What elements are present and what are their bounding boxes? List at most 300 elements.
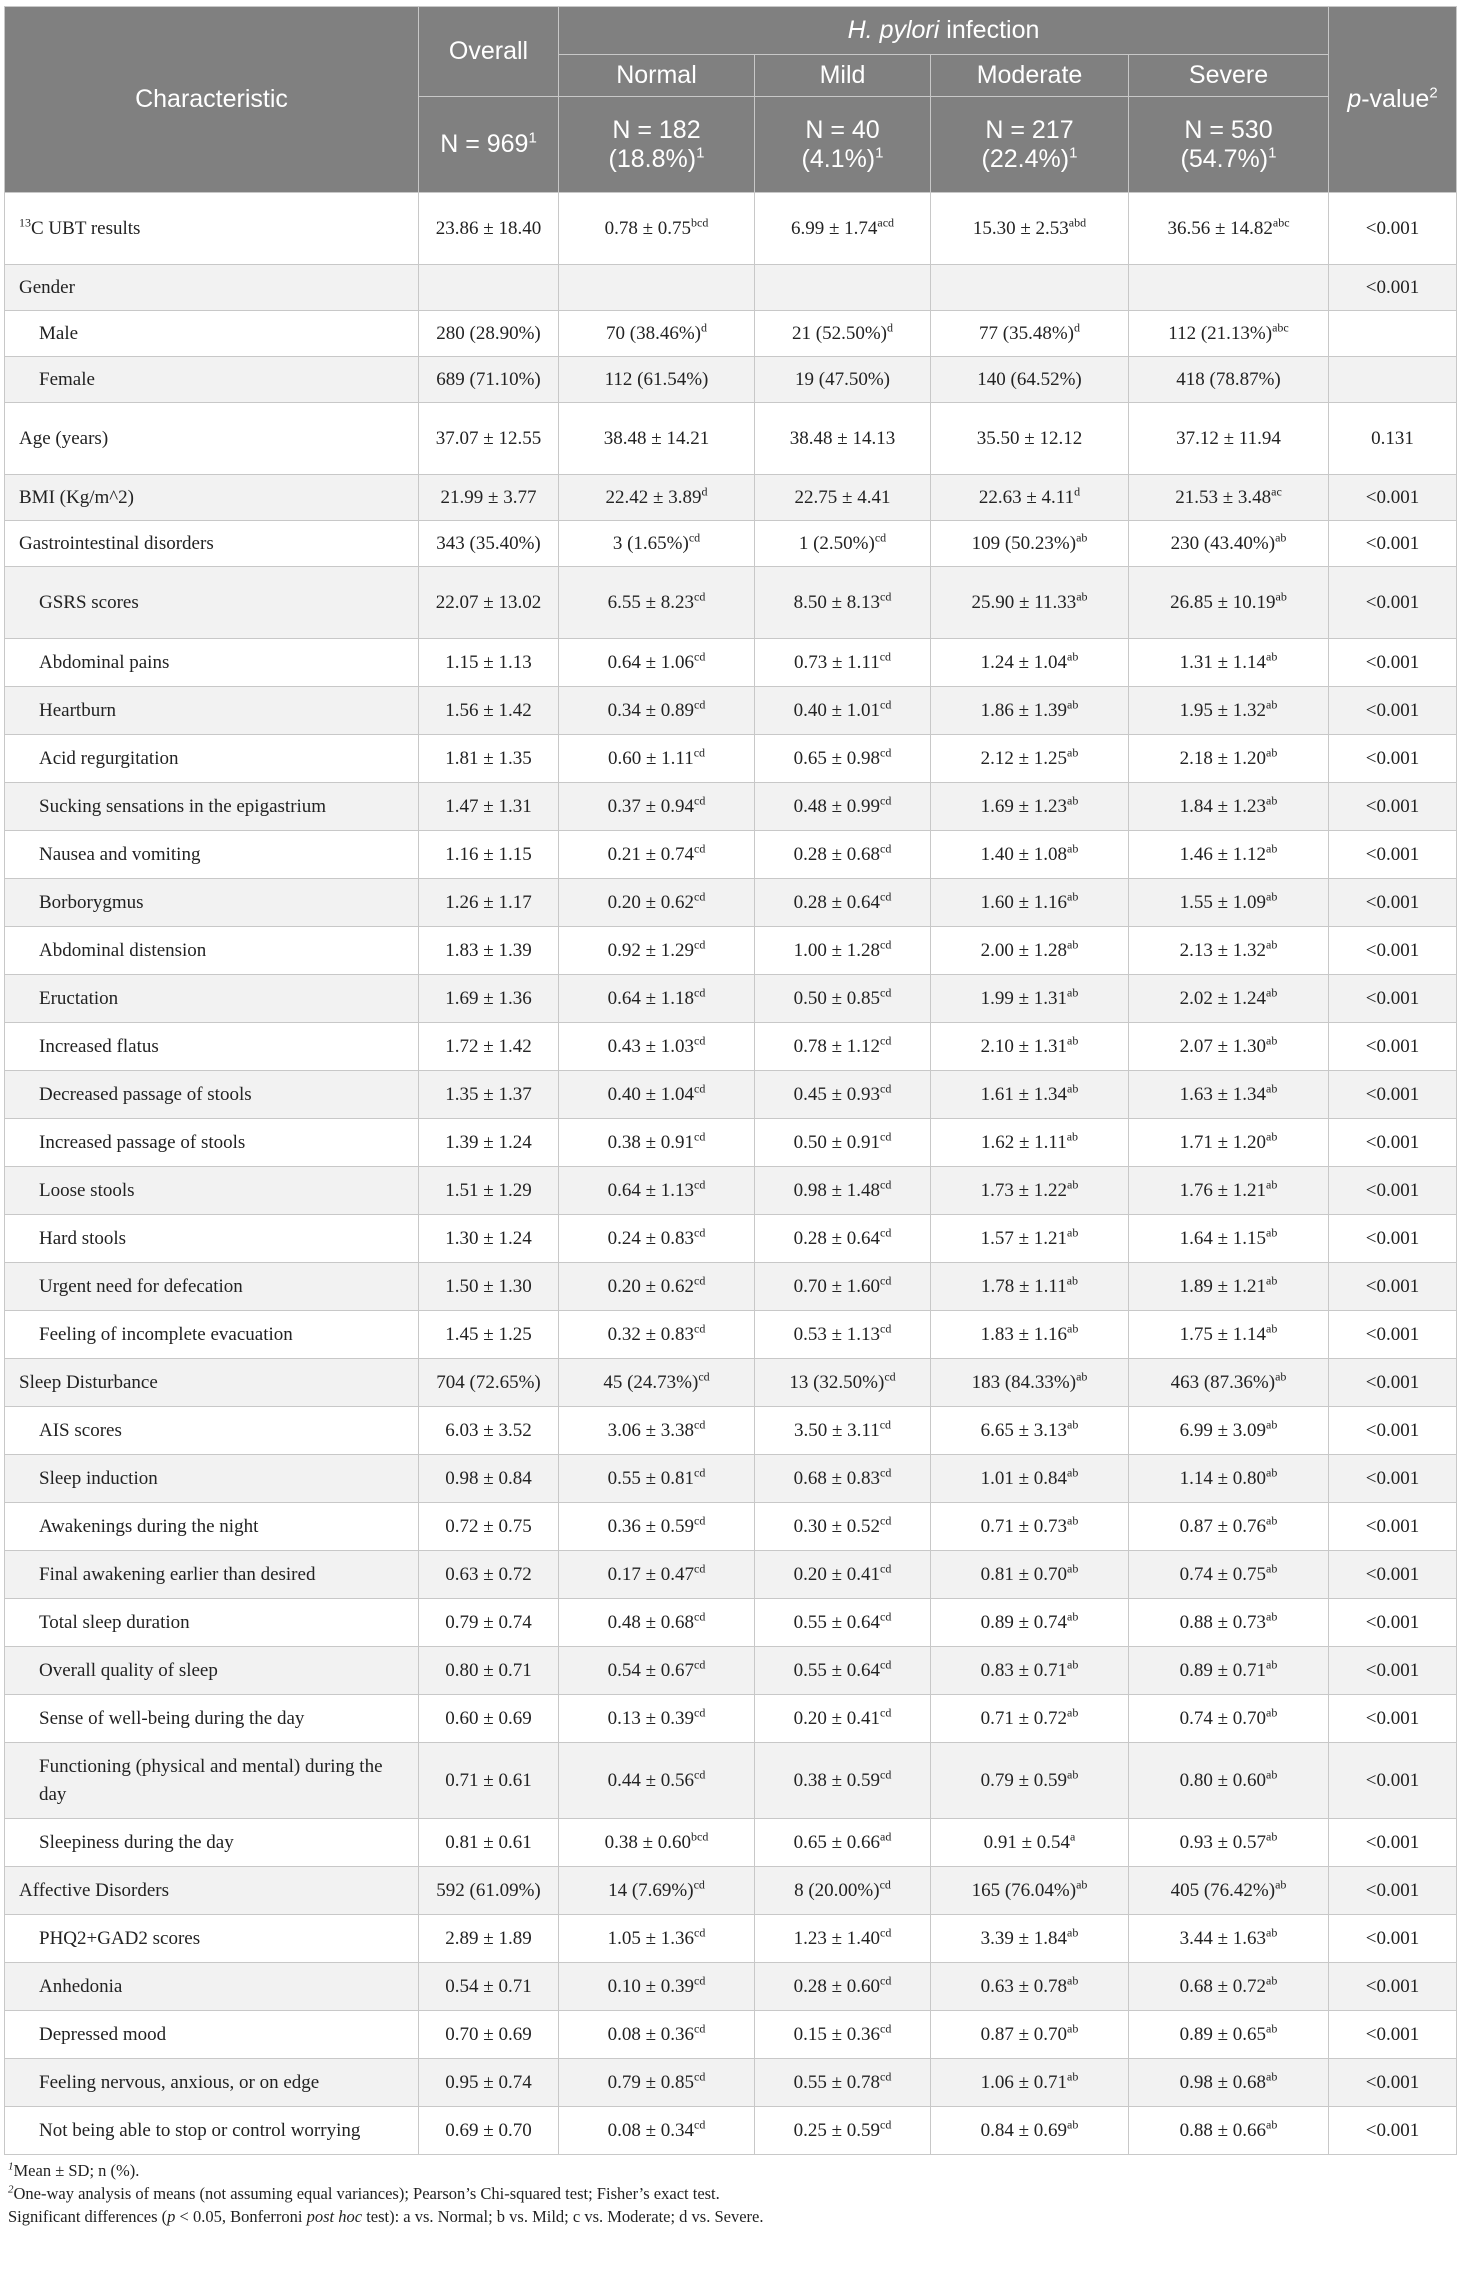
table-cell bbox=[755, 265, 931, 311]
results-table bbox=[4, 6, 1457, 2155]
table-cell: 15.30 ± 2.53$^{abd}$ bbox=[931, 193, 1129, 265]
row-label: Increased flatus bbox=[5, 1023, 419, 1071]
table-cell: 1.24 ± 1.04$^{ab}$ bbox=[931, 639, 1129, 687]
table-cell: 0.10 ± 0.39$^{cd}$ bbox=[559, 1963, 755, 2011]
table-row bbox=[5, 2011, 1457, 2059]
table-cell: 77 $(35.48\%)^d$ bbox=[931, 311, 1129, 357]
table-cell: 0.54 ± 0.71 bbox=[419, 1963, 559, 2011]
characteristic-header: Characteristic bbox=[5, 7, 419, 193]
p-value-cell: <0.001 bbox=[1329, 1867, 1457, 1915]
table-cell: 1.83 ± 1.16$^{ab}$ bbox=[931, 1311, 1129, 1359]
table-cell: 0.89 ± 0.71$^{ab}$ bbox=[1129, 1647, 1329, 1695]
table-row bbox=[5, 1647, 1457, 1695]
row-label: Abdominal distension bbox=[5, 927, 419, 975]
table-cell: 0.87 ± 0.76$^{ab}$ bbox=[1129, 1503, 1329, 1551]
table-cell: 1.50 ± 1.30 bbox=[419, 1263, 559, 1311]
row-label: Sleep Disturbance bbox=[5, 1359, 419, 1407]
table-cell: 1.81 ± 1.35 bbox=[419, 735, 559, 783]
table-cell: 1.51 ± 1.29 bbox=[419, 1167, 559, 1215]
table-cell: 3.06 ± 3.38$^{cd}$ bbox=[559, 1407, 755, 1455]
table-cell: 0.79 ± 0.74 bbox=[419, 1599, 559, 1647]
row-label: Nausea and vomiting bbox=[5, 831, 419, 879]
table-cell: 0.70 ± 0.69 bbox=[419, 2011, 559, 2059]
row-label: PHQ2+GAD2 scores bbox=[5, 1915, 419, 1963]
p-value-cell: <0.001 bbox=[1329, 783, 1457, 831]
table-cell: 6.03 ± 3.52 bbox=[419, 1407, 559, 1455]
table-cell: 6.99 ± 3.09$^{ab}$ bbox=[1129, 1407, 1329, 1455]
table-cell: 1.78 ± 1.11$^{ab}$ bbox=[931, 1263, 1129, 1311]
row-label: Total sleep duration bbox=[5, 1599, 419, 1647]
table-cell: 1.69 ± 1.23$^{ab}$ bbox=[931, 783, 1129, 831]
row-label: Male bbox=[5, 311, 419, 357]
group-n-normal: N = 182 $(18.8\%)^1$ bbox=[559, 97, 755, 193]
table-cell: 0.55 ± 0.64$^{cd}$ bbox=[755, 1599, 931, 1647]
table-row bbox=[5, 831, 1457, 879]
table-cell: 1.64 ± 1.15$^{ab}$ bbox=[1129, 1215, 1329, 1263]
table-cell: 0.78 ± 1.12$^{cd}$ bbox=[755, 1023, 931, 1071]
row-label: BMI (Kg/m^2) bbox=[5, 475, 419, 521]
table-row bbox=[5, 975, 1457, 1023]
table-cell: 0.55 ± 0.78$^{cd}$ bbox=[755, 2059, 931, 2107]
pvalue-header: p-value$^2$ bbox=[1329, 7, 1457, 193]
p-value-cell: <0.001 bbox=[1329, 2107, 1457, 2155]
table-row bbox=[5, 735, 1457, 783]
table-cell: 109 $(50.23\%)^{ab}$ bbox=[931, 521, 1129, 567]
row-label: Increased passage of stools bbox=[5, 1119, 419, 1167]
p-value-cell: <0.001 bbox=[1329, 1167, 1457, 1215]
row-label: Not being able to stop or control worrying bbox=[5, 2107, 419, 2155]
table-cell: 0.38 ± 0.60$^{bcd}$ bbox=[559, 1819, 755, 1867]
table-cell: 0.28 ± 0.64$^{cd}$ bbox=[755, 879, 931, 927]
table-cell: 0.50 ± 0.91$^{cd}$ bbox=[755, 1119, 931, 1167]
table-cell: 165 $(76.04\%)^{ab}$ bbox=[931, 1867, 1129, 1915]
table-cell: 704 (72.65%) bbox=[419, 1359, 559, 1407]
table-cell: 0.25 ± 0.59$^{cd}$ bbox=[755, 2107, 931, 2155]
table-cell: 0.87 ± 0.70$^{ab}$ bbox=[931, 2011, 1129, 2059]
table-cell: 0.63 ± 0.78$^{ab}$ bbox=[931, 1963, 1129, 2011]
table-cell: 0.91 ± 0.54$^a$ bbox=[931, 1819, 1129, 1867]
table-body bbox=[5, 193, 1457, 2155]
p-value-cell: <0.001 bbox=[1329, 1963, 1457, 2011]
table-row bbox=[5, 475, 1457, 521]
row-label: Sucking sensations in the epigastrium bbox=[5, 783, 419, 831]
p-value-cell: <0.001 bbox=[1329, 1915, 1457, 1963]
table-cell: 0.80 ± 0.60$^{ab}$ bbox=[1129, 1743, 1329, 1819]
table-cell: 0.88 ± 0.66$^{ab}$ bbox=[1129, 2107, 1329, 2155]
row-label: Loose stools bbox=[5, 1167, 419, 1215]
table-cell: 0.71 ± 0.73$^{ab}$ bbox=[931, 1503, 1129, 1551]
row-label: Overall quality of sleep bbox=[5, 1647, 419, 1695]
p-value-cell: <0.001 bbox=[1329, 521, 1457, 567]
table-cell: 0.70 ± 1.60$^{cd}$ bbox=[755, 1263, 931, 1311]
table-cell: 2.10 ± 1.31$^{ab}$ bbox=[931, 1023, 1129, 1071]
table-cell: 0.89 ± 0.74$^{ab}$ bbox=[931, 1599, 1129, 1647]
table-cell: 1.61 ± 1.34$^{ab}$ bbox=[931, 1071, 1129, 1119]
table-row bbox=[5, 2059, 1457, 2107]
table-cell: 1.55 ± 1.09$^{ab}$ bbox=[1129, 879, 1329, 927]
table-cell: 1.95 ± 1.32$^{ab}$ bbox=[1129, 687, 1329, 735]
row-label: Sense of well-being during the day bbox=[5, 1695, 419, 1743]
table-cell: 45 $(24.73\%)^{cd}$ bbox=[559, 1359, 755, 1407]
table-cell: 0.54 ± 0.67$^{cd}$ bbox=[559, 1647, 755, 1695]
table-row bbox=[5, 1215, 1457, 1263]
p-value-cell: <0.001 bbox=[1329, 1599, 1457, 1647]
group-header-moderate: Moderate bbox=[931, 55, 1129, 97]
p-value-cell: 0.131 bbox=[1329, 403, 1457, 475]
table-cell: 38.48 ± 14.13 bbox=[755, 403, 931, 475]
row-label: Affective Disorders bbox=[5, 1867, 419, 1915]
p-value-cell bbox=[1329, 357, 1457, 403]
p-value-cell: <0.001 bbox=[1329, 475, 1457, 521]
table-row bbox=[5, 687, 1457, 735]
table-cell: 1.16 ± 1.15 bbox=[419, 831, 559, 879]
table-cell: 1.06 ± 0.71$^{ab}$ bbox=[931, 2059, 1129, 2107]
p-value-cell: <0.001 bbox=[1329, 927, 1457, 975]
table-cell: 0.92 ± 1.29$^{cd}$ bbox=[559, 927, 755, 975]
table-cell: 0.98 ± 1.48$^{cd}$ bbox=[755, 1167, 931, 1215]
table-cell: 0.48 ± 0.99$^{cd}$ bbox=[755, 783, 931, 831]
table-row bbox=[5, 1167, 1457, 1215]
table-cell: 21.53 ± 3.48$^{ac}$ bbox=[1129, 475, 1329, 521]
table-row bbox=[5, 1407, 1457, 1455]
table-cell: 1.39 ± 1.24 bbox=[419, 1119, 559, 1167]
table-cell: 0.48 ± 0.68$^{cd}$ bbox=[559, 1599, 755, 1647]
table-cell: 1.57 ± 1.21$^{ab}$ bbox=[931, 1215, 1129, 1263]
table-row bbox=[5, 357, 1457, 403]
table-cell: 19 (47.50%) bbox=[755, 357, 931, 403]
table-cell: 343 (35.40%) bbox=[419, 521, 559, 567]
table-cell: 3.39 ± 1.84$^{ab}$ bbox=[931, 1915, 1129, 1963]
table-cell: 0.44 ± 0.56$^{cd}$ bbox=[559, 1743, 755, 1819]
table-cell bbox=[419, 265, 559, 311]
table-cell: 0.65 ± 0.66$^{ad}$ bbox=[755, 1819, 931, 1867]
table-cell: 0.74 ± 0.70$^{ab}$ bbox=[1129, 1695, 1329, 1743]
group-n-mild: N = 40 $(4.1\%)^1$ bbox=[755, 97, 931, 193]
table-cell: 2.18 ± 1.20$^{ab}$ bbox=[1129, 735, 1329, 783]
p-value-cell: <0.001 bbox=[1329, 193, 1457, 265]
table-cell: 0.64 ± 1.06$^{cd}$ bbox=[559, 639, 755, 687]
table-cell: 38.48 ± 14.21 bbox=[559, 403, 755, 475]
table-cell: 70 $(38.46\%)^d$ bbox=[559, 311, 755, 357]
table-row bbox=[5, 1551, 1457, 1599]
table-cell: 6.55 ± 8.23$^{cd}$ bbox=[559, 567, 755, 639]
table-row bbox=[5, 1263, 1457, 1311]
p-value-cell: <0.001 bbox=[1329, 1119, 1457, 1167]
table-cell: 1.83 ± 1.39 bbox=[419, 927, 559, 975]
table-cell: 1.23 ± 1.40$^{cd}$ bbox=[755, 1915, 931, 1963]
table-row bbox=[5, 639, 1457, 687]
table-cell: 0.74 ± 0.75$^{ab}$ bbox=[1129, 1551, 1329, 1599]
table-cell: 2.12 ± 1.25$^{ab}$ bbox=[931, 735, 1129, 783]
table-cell: 0.79 ± 0.85$^{cd}$ bbox=[559, 2059, 755, 2107]
p-value-cell: <0.001 bbox=[1329, 567, 1457, 639]
table-cell: 280 (28.90%) bbox=[419, 311, 559, 357]
table-cell: 0.60 ± 1.11$^{cd}$ bbox=[559, 735, 755, 783]
table-cell: 0.72 ± 0.75 bbox=[419, 1503, 559, 1551]
table-cell: 0.55 ± 0.81$^{cd}$ bbox=[559, 1455, 755, 1503]
table-cell: 1.45 ± 1.25 bbox=[419, 1311, 559, 1359]
table-cell: 0.36 ± 0.59$^{cd}$ bbox=[559, 1503, 755, 1551]
row-label: Age (years) bbox=[5, 403, 419, 475]
table-cell: 0.45 ± 0.93$^{cd}$ bbox=[755, 1071, 931, 1119]
table-cell: 230 $(43.40\%)^{ab}$ bbox=[1129, 521, 1329, 567]
table-cell: 0.69 ± 0.70 bbox=[419, 2107, 559, 2155]
p-value-cell: <0.001 bbox=[1329, 1263, 1457, 1311]
table-cell: 22.07 ± 13.02 bbox=[419, 567, 559, 639]
table-cell: 592 (61.09%) bbox=[419, 1867, 559, 1915]
table-cell: 0.34 ± 0.89$^{cd}$ bbox=[559, 687, 755, 735]
row-label: Eructation bbox=[5, 975, 419, 1023]
p-value-cell: <0.001 bbox=[1329, 639, 1457, 687]
table-cell: 1.31 ± 1.14$^{ab}$ bbox=[1129, 639, 1329, 687]
table-row bbox=[5, 1867, 1457, 1915]
table-cell: 36.56 ± 14.82$^{abc}$ bbox=[1129, 193, 1329, 265]
row-label: Feeling of incomplete evacuation bbox=[5, 1311, 419, 1359]
table-cell: 1.72 ± 1.42 bbox=[419, 1023, 559, 1071]
table-cell: 1.46 ± 1.12$^{ab}$ bbox=[1129, 831, 1329, 879]
table-cell: 0.20 ± 0.41$^{cd}$ bbox=[755, 1551, 931, 1599]
table-cell: 0.43 ± 1.03$^{cd}$ bbox=[559, 1023, 755, 1071]
table-row bbox=[5, 1359, 1457, 1407]
p-value-cell: <0.001 bbox=[1329, 1215, 1457, 1263]
row-label: Abdominal pains bbox=[5, 639, 419, 687]
table-cell: 0.98 ± 0.68$^{ab}$ bbox=[1129, 2059, 1329, 2107]
table-cell: 689 (71.10%) bbox=[419, 357, 559, 403]
row-label: Anhedonia bbox=[5, 1963, 419, 2011]
row-label: Feeling nervous, anxious, or on edge bbox=[5, 2059, 419, 2107]
table-cell bbox=[931, 265, 1129, 311]
row-label: AIS scores bbox=[5, 1407, 419, 1455]
table-row bbox=[5, 1819, 1457, 1867]
table-cell: 0.24 ± 0.83$^{cd}$ bbox=[559, 1215, 755, 1263]
table-cell: 0.21 ± 0.74$^{cd}$ bbox=[559, 831, 755, 879]
table-cell: 0.55 ± 0.64$^{cd}$ bbox=[755, 1647, 931, 1695]
table-cell: 22.75 ± 4.41 bbox=[755, 475, 931, 521]
table-cell: 0.68 ± 0.72$^{ab}$ bbox=[1129, 1963, 1329, 2011]
table-cell: 0.28 ± 0.68$^{cd}$ bbox=[755, 831, 931, 879]
table-cell: 1.05 ± 1.36$^{cd}$ bbox=[559, 1915, 755, 1963]
table-cell: 0.65 ± 0.98$^{cd}$ bbox=[755, 735, 931, 783]
table-cell: 1.63 ± 1.34$^{ab}$ bbox=[1129, 1071, 1329, 1119]
table-cell: 23.86 ± 18.40 bbox=[419, 193, 559, 265]
table-cell: 37.12 ± 11.94 bbox=[1129, 403, 1329, 475]
table-cell: 0.95 ± 0.74 bbox=[419, 2059, 559, 2107]
table-cell: 1 $(2.50\%)^{cd}$ bbox=[755, 521, 931, 567]
table-row bbox=[5, 1743, 1457, 1819]
table-cell: 8 $(20.00\%)^{cd}$ bbox=[755, 1867, 931, 1915]
table-cell: 3.44 ± 1.63$^{ab}$ bbox=[1129, 1915, 1329, 1963]
table-cell: 2.00 ± 1.28$^{ab}$ bbox=[931, 927, 1129, 975]
table-cell: 14 $(7.69\%)^{cd}$ bbox=[559, 1867, 755, 1915]
table-cell: 0.81 ± 0.70$^{ab}$ bbox=[931, 1551, 1129, 1599]
table-row bbox=[5, 783, 1457, 831]
table-cell: 0.20 ± 0.62$^{cd}$ bbox=[559, 879, 755, 927]
table-cell: 0.28 ± 0.60$^{cd}$ bbox=[755, 1963, 931, 2011]
table-cell: 0.78 ± 0.75$^{bcd}$ bbox=[559, 193, 755, 265]
table-cell: 1.76 ± 1.21$^{ab}$ bbox=[1129, 1167, 1329, 1215]
table-cell: 1.30 ± 1.24 bbox=[419, 1215, 559, 1263]
table-cell: 21 $(52.50\%)^d$ bbox=[755, 311, 931, 357]
row-label: Final awakening earlier than desired bbox=[5, 1551, 419, 1599]
footnote-3: Significant differences (p < 0.05, Bonferroni post hoc test): a vs. Normal; b vs. Mild; c vs. Moderate; d vs. Severe. bbox=[8, 2207, 764, 2226]
p-value-cell: <0.001 bbox=[1329, 1819, 1457, 1867]
table-cell: 0.30 ± 0.52$^{cd}$ bbox=[755, 1503, 931, 1551]
table-cell: 37.07 ± 12.55 bbox=[419, 403, 559, 475]
table-cell: 0.64 ± 1.18$^{cd}$ bbox=[559, 975, 755, 1023]
row-label: Gastrointestinal disorders bbox=[5, 521, 419, 567]
table-cell: 0.89 ± 0.65$^{ab}$ bbox=[1129, 2011, 1329, 2059]
table-cell: 140 (64.52%) bbox=[931, 357, 1129, 403]
table-cell: 0.81 ± 0.61 bbox=[419, 1819, 559, 1867]
table-row bbox=[5, 1503, 1457, 1551]
table-cell: 0.53 ± 1.13$^{cd}$ bbox=[755, 1311, 931, 1359]
table-cell: 2.02 ± 1.24$^{ab}$ bbox=[1129, 975, 1329, 1023]
table-row bbox=[5, 1455, 1457, 1503]
table-cell: 0.13 ± 0.39$^{cd}$ bbox=[559, 1695, 755, 1743]
table-cell: 112 (61.54%) bbox=[559, 357, 755, 403]
p-value-cell: <0.001 bbox=[1329, 1407, 1457, 1455]
p-value-cell: <0.001 bbox=[1329, 831, 1457, 879]
table-cell: 0.83 ± 0.71$^{ab}$ bbox=[931, 1647, 1129, 1695]
group-n-moderate: N = 217 $(22.4\%)^1$ bbox=[931, 97, 1129, 193]
table-cell: 6.65 ± 3.13$^{ab}$ bbox=[931, 1407, 1129, 1455]
table-cell: 0.84 ± 0.69$^{ab}$ bbox=[931, 2107, 1129, 2155]
table-cell: 1.62 ± 1.11$^{ab}$ bbox=[931, 1119, 1129, 1167]
table-cell: 0.38 ± 0.59$^{cd}$ bbox=[755, 1743, 931, 1819]
table-header bbox=[5, 7, 1457, 193]
table-row bbox=[5, 1963, 1457, 2011]
table-cell: 2.07 ± 1.30$^{ab}$ bbox=[1129, 1023, 1329, 1071]
table-cell: 1.73 ± 1.22$^{ab}$ bbox=[931, 1167, 1129, 1215]
table-cell: 1.14 ± 0.80$^{ab}$ bbox=[1129, 1455, 1329, 1503]
table-cell: 0.20 ± 0.62$^{cd}$ bbox=[559, 1263, 755, 1311]
table-row bbox=[5, 567, 1457, 639]
table-cell: 1.01 ± 0.84$^{ab}$ bbox=[931, 1455, 1129, 1503]
table-cell: 1.71 ± 1.20$^{ab}$ bbox=[1129, 1119, 1329, 1167]
row-label: Female bbox=[5, 357, 419, 403]
table-cell: 1.26 ± 1.17 bbox=[419, 879, 559, 927]
table-cell: 0.98 ± 0.84 bbox=[419, 1455, 559, 1503]
table-row bbox=[5, 927, 1457, 975]
table-cell: 463 $(87.36\%)^{ab}$ bbox=[1129, 1359, 1329, 1407]
table-row bbox=[5, 879, 1457, 927]
table-cell: 0.17 ± 0.47$^{cd}$ bbox=[559, 1551, 755, 1599]
p-value-cell: <0.001 bbox=[1329, 735, 1457, 783]
table-cell: 26.85 ± 10.19$^{ab}$ bbox=[1129, 567, 1329, 639]
table-cell: 405 $(76.42\%)^{ab}$ bbox=[1129, 1867, 1329, 1915]
table-row bbox=[5, 1023, 1457, 1071]
row-label: Awakenings during the night bbox=[5, 1503, 419, 1551]
footnote-1: $^1$Mean ± SD; n (%). bbox=[8, 2160, 140, 2180]
table-cell: 0.80 ± 0.71 bbox=[419, 1647, 559, 1695]
table-row bbox=[5, 2107, 1457, 2155]
row-label: Urgent need for defecation bbox=[5, 1263, 419, 1311]
table-cell: 0.88 ± 0.73$^{ab}$ bbox=[1129, 1599, 1329, 1647]
table-cell: 35.50 ± 12.12 bbox=[931, 403, 1129, 475]
table-cell: 1.35 ± 1.37 bbox=[419, 1071, 559, 1119]
row-label: Heartburn bbox=[5, 687, 419, 735]
p-value-cell: <0.001 bbox=[1329, 265, 1457, 311]
p-value-cell: <0.001 bbox=[1329, 1695, 1457, 1743]
table-cell: 183 $(84.33\%)^{ab}$ bbox=[931, 1359, 1129, 1407]
table-cell: 0.60 ± 0.69 bbox=[419, 1695, 559, 1743]
table-cell: 3 $(1.65\%)^{cd}$ bbox=[559, 521, 755, 567]
table-cell: 0.15 ± 0.36$^{cd}$ bbox=[755, 2011, 931, 2059]
row-label: Gender bbox=[5, 265, 419, 311]
table-cell: 0.50 ± 0.85$^{cd}$ bbox=[755, 975, 931, 1023]
table-cell: 0.28 ± 0.64$^{cd}$ bbox=[755, 1215, 931, 1263]
p-value-cell: <0.001 bbox=[1329, 975, 1457, 1023]
p-value-cell: <0.001 bbox=[1329, 1359, 1457, 1407]
table-cell: 0.93 ± 0.57$^{ab}$ bbox=[1129, 1819, 1329, 1867]
table-cell: 1.89 ± 1.21$^{ab}$ bbox=[1129, 1263, 1329, 1311]
table-row bbox=[5, 193, 1457, 265]
table-cell: 1.00 ± 1.28$^{cd}$ bbox=[755, 927, 931, 975]
table-row bbox=[5, 1599, 1457, 1647]
p-value-cell: <0.001 bbox=[1329, 1455, 1457, 1503]
row-label: Acid regurgitation bbox=[5, 735, 419, 783]
table-cell: 1.15 ± 1.13 bbox=[419, 639, 559, 687]
table-cell: 3.50 ± 3.11$^{cd}$ bbox=[755, 1407, 931, 1455]
table-cell: 1.69 ± 1.36 bbox=[419, 975, 559, 1023]
footnote-2: $^2$One-way analysis of means (not assuming equal variances); Pearson’s Chi-squared test; Fisher’s exact test. bbox=[8, 2183, 720, 2203]
table-row bbox=[5, 1311, 1457, 1359]
table-cell: 1.47 ± 1.31 bbox=[419, 783, 559, 831]
p-value-cell: <0.001 bbox=[1329, 687, 1457, 735]
table-row bbox=[5, 1695, 1457, 1743]
row-label: Sleepiness during the day bbox=[5, 1819, 419, 1867]
table-cell: 13 $(32.50\%)^{cd}$ bbox=[755, 1359, 931, 1407]
table-cell: 1.40 ± 1.08$^{ab}$ bbox=[931, 831, 1129, 879]
table-cell: 1.75 ± 1.14$^{ab}$ bbox=[1129, 1311, 1329, 1359]
table-cell: 0.38 ± 0.91$^{cd}$ bbox=[559, 1119, 755, 1167]
p-value-cell: <0.001 bbox=[1329, 1647, 1457, 1695]
table-cell: 0.71 ± 0.61 bbox=[419, 1743, 559, 1819]
row-label: Hard stools bbox=[5, 1215, 419, 1263]
row-label: $^{13}$C UBT results bbox=[5, 193, 419, 265]
row-label: Functioning (physical and mental) during the day bbox=[5, 1743, 419, 1819]
p-value-cell: <0.001 bbox=[1329, 1743, 1457, 1819]
group-header-mild: Mild bbox=[755, 55, 931, 97]
footnotes bbox=[4, 2159, 1456, 2228]
table-cell: 6.99 ± 1.74$^{acd}$ bbox=[755, 193, 931, 265]
table-cell: 0.08 ± 0.36$^{cd}$ bbox=[559, 2011, 755, 2059]
table-row bbox=[5, 311, 1457, 357]
table-cell: 0.68 ± 0.83$^{cd}$ bbox=[755, 1455, 931, 1503]
table-cell bbox=[559, 265, 755, 311]
p-value-cell: <0.001 bbox=[1329, 1023, 1457, 1071]
infection-header: H. pylori infection bbox=[559, 7, 1329, 55]
table-cell: 8.50 ± 8.13$^{cd}$ bbox=[755, 567, 931, 639]
table-cell: 418 (78.87%) bbox=[1129, 357, 1329, 403]
table-cell: 1.56 ± 1.42 bbox=[419, 687, 559, 735]
table-cell: 25.90 ± 11.33$^{ab}$ bbox=[931, 567, 1129, 639]
group-n-severe: N = 530 $(54.7\%)^1$ bbox=[1129, 97, 1329, 193]
p-value-cell: <0.001 bbox=[1329, 1071, 1457, 1119]
p-value-cell: <0.001 bbox=[1329, 879, 1457, 927]
p-value-cell: <0.001 bbox=[1329, 1311, 1457, 1359]
table-row bbox=[5, 1119, 1457, 1167]
table-cell: 1.60 ± 1.16$^{ab}$ bbox=[931, 879, 1129, 927]
table-cell: 1.99 ± 1.31$^{ab}$ bbox=[931, 975, 1129, 1023]
table-cell: 2.89 ± 1.89 bbox=[419, 1915, 559, 1963]
row-label: Depressed mood bbox=[5, 2011, 419, 2059]
table-row bbox=[5, 521, 1457, 567]
table-cell: 0.40 ± 1.01$^{cd}$ bbox=[755, 687, 931, 735]
table-cell: 0.40 ± 1.04$^{cd}$ bbox=[559, 1071, 755, 1119]
p-value-cell bbox=[1329, 311, 1457, 357]
table-cell: 0.32 ± 0.83$^{cd}$ bbox=[559, 1311, 755, 1359]
